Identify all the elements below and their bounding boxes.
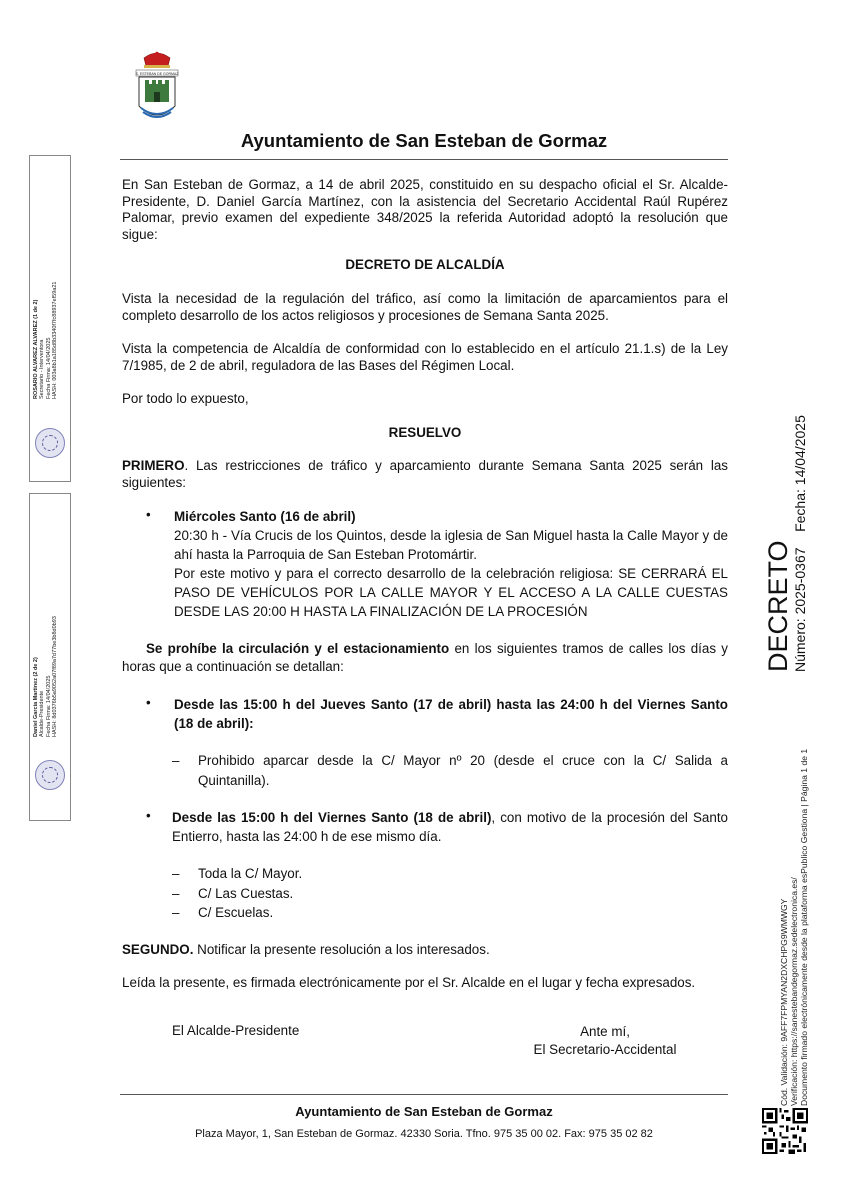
decree-date: Fecha: 14/04/2025 — [792, 415, 808, 532]
bullet-glyph: • — [146, 695, 151, 710]
logo-ribbon-text: S. ESTEBAN DE GORMAZ — [135, 72, 179, 76]
bullet2-title: Desde las 15:00 h del Jueves Santo (17 de abril) hasta las 24:00 h del Viernes Santo (18 de abril): — [174, 697, 728, 731]
resuelvo-heading: RESUELVO — [388, 425, 462, 440]
signature-secretary-line2: El Secretario-Accidental — [533, 1042, 677, 1057]
list-item — [122, 808, 728, 846]
paragraph-expuesto: Por todo lo expuesto, — [122, 391, 249, 406]
list-item — [172, 884, 728, 904]
signer1-role: Secretario - Interventora — [39, 339, 46, 399]
signature-mayor-label: El Alcalde-Presidente — [172, 1023, 300, 1038]
signer2-role: Alcalde-Presidente — [39, 690, 46, 737]
dash-glyph: – — [172, 905, 180, 920]
paragraph-competence: Vista la competencia de Alcaldía de conformidad con lo establecido en el artículo 21.1.s) de la Ley 7/1985, de 2 de abril, reguladora de las Bases del Régimen Local. — [122, 341, 728, 373]
street-item: C/ Escuelas. — [198, 905, 274, 920]
decree-number: Número: 2025-0367 — [792, 547, 808, 672]
intro-paragraph: En San Esteban de Gormaz, a 14 de abril 2025, constituido en su despacho oficial el Sr. Alcalde-Presidente, D. Daniel García Martínez, con la asistencia del Secretario Accidental Raúl Rupérez Palomar, previo examen del expediente 348/2025 la referida Autoridad adoptó la resolución que sigue: — [122, 177, 728, 243]
coat-of-arms-logo — [134, 50, 180, 128]
page-title: Ayuntamiento de San Esteban de Gormaz — [240, 130, 608, 151]
signer1-hash: HASH: 003a8b1a185d8b3340f7fc88937ef59a21 — [52, 281, 59, 399]
dash-glyph: – — [172, 753, 180, 768]
bullet2-dash1: Prohibido aparcar desde la C/ Mayor nº 20 (desde el cruce con la C/ Salida a Quintanilla). — [198, 753, 728, 788]
footer-address: Plaza Mayor, 1, San Esteban de Gormaz. 42330 Soria. Tfno. 975 35 00 02. Fax: 975 35 02 82 — [195, 1128, 653, 1140]
signature-box-2 — [29, 493, 71, 821]
signer1-date: Fecha Firma: 14/04/2025 — [45, 337, 52, 399]
bullet3-bold: Desde las 15:00 h del Viernes Santo (18 de abril) — [172, 810, 492, 825]
list-item — [122, 695, 728, 733]
seal-icon — [35, 428, 65, 458]
signature-box-1 — [29, 155, 71, 482]
primero-label: PRIMERO — [122, 458, 185, 473]
dash-glyph: – — [172, 866, 180, 881]
primero-paragraph — [122, 458, 728, 491]
segundo-text: Notificar la presente resolución a los interesados. — [193, 942, 490, 957]
validation-url: Verificación: https://sanestebandegormaz.sedelectronica.es/ — [789, 877, 799, 1106]
street-item: C/ Las Cuestas. — [198, 885, 294, 901]
qr-code-icon[interactable] — [762, 1108, 808, 1154]
signer2-name: Daniel Garcia Martinez (2 de 2) — [33, 657, 39, 737]
footer-title: Ayuntamiento de San Esteban de Gormaz — [295, 1104, 553, 1119]
list-item — [172, 864, 728, 884]
bullet-glyph: • — [146, 808, 151, 823]
validation-code: Cód. Validación: 9AFF7FPMYAN2DXCHPG9WMWGY — [779, 898, 789, 1106]
seal-icon — [35, 760, 65, 790]
closing-paragraph: Leída la presente, es firmada electrónicamente por el Sr. Alcalde en el lugar y fecha expresados. — [122, 975, 696, 990]
list-item — [172, 903, 728, 923]
bullet1-line1: 20:30 h - Vía Crucis de los Quintos, desde la iglesia de San Miguel hasta la Calle Mayor y de ahí hasta la Parroquia de San Esteban Protomártir. — [174, 528, 728, 562]
signature-secretary-line1: Ante mí, — [580, 1024, 630, 1039]
bullet-glyph: • — [146, 507, 151, 522]
signer1-name: ROSARIO ALVAREZ ALVAREZ (1 de 2) — [33, 299, 39, 399]
decree-title: DECRETO DE ALCALDÍA — [345, 257, 505, 272]
dash-glyph: – — [172, 885, 180, 901]
signer2-date: Fecha Firma: 14/04/2025 — [45, 675, 52, 737]
street-item: Toda la C/ Mayor. — [198, 866, 303, 881]
bullet1-title: Miércoles Santo (16 de abril) — [174, 509, 356, 524]
bullet3-rest: , con motivo de la procesión del Santo Entierro, hasta las 24:00 h de ese mismo día. — [172, 810, 728, 844]
paragraph-need: Vista la necesidad de la regulación del tráfico, así como la limitación de aparcamientos para el completo desarrollo de los actos religiosos y procesiones de Semana Santa 2025. — [122, 291, 728, 323]
validation-note: Documento firmado electrónicamente desde la plataforma esPublico Gestiona | Página 1 de 1 — [799, 748, 809, 1106]
prohibe-paragraph — [122, 640, 728, 676]
header-divider — [120, 159, 728, 160]
list-item — [122, 507, 728, 621]
footer-divider — [120, 1094, 728, 1095]
decree-stamp-title: DECRETO — [763, 540, 793, 672]
signer2-hash: HASH: 8d0376b5a9052a07f89a7d77be3b8d0b93 — [52, 616, 59, 737]
segundo-paragraph — [122, 942, 728, 959]
bullet1-line2: Por este motivo y para el correcto desarrollo de la celebración religiosa: SE CERRARÁ EL PASO DE VEHÍCULOS POR LA CALLE MAYOR Y EL ACCESO A LA CALLE CUESTAS DESDE LAS 20:00 H HASTA LA FINALIZACIÓN DE LA PROCESIÓN — [174, 566, 728, 619]
primero-text: . Las restricciones de tráfico y aparcamiento durante Semana Santa 2025 serán las siguientes: — [122, 458, 728, 490]
prohibe-rest: en los siguientes tramos de calles los días y horas que a continuación se detallan: — [122, 641, 729, 674]
decree-stamp — [764, 415, 809, 672]
signature-secretary-block — [500, 1023, 710, 1059]
segundo-label: SEGUNDO. — [122, 942, 194, 957]
validation-block — [779, 749, 809, 1106]
prohibe-bold: Se prohíbe la circulación y el estacionamiento — [146, 641, 450, 656]
